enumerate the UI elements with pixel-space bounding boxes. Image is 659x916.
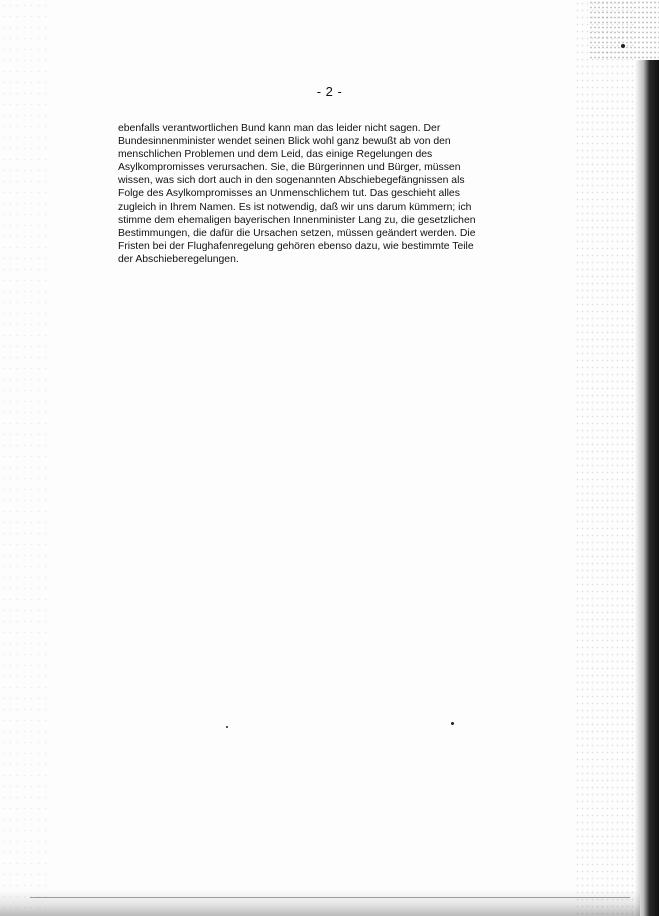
text-line: ebenfalls verantwortlichen Bund kann man das leider nicht sagen. Der [118, 123, 441, 134]
scan-shadow-bottom-edge [0, 890, 640, 916]
scan-noise-right-margin [575, 0, 635, 916]
text-line: stimme dem ehemaligen bayerischen Innenminister Lang zu, die gesetzlichen [118, 214, 476, 226]
scan-speck [451, 722, 454, 725]
scan-noise-left-edge [0, 0, 50, 916]
scan-noise-top-right-corner [589, 0, 659, 60]
text-line: Folge des Asylkompromisses an Unmenschlichem tut. Das geschieht alles [118, 188, 460, 200]
text-line: der Abschieberegelungen. [118, 253, 239, 265]
page-number: - 2 - [316, 84, 343, 99]
text-line: Bundesinnenminister wendet seinen Blick wohl ganz bewußt ab von den [118, 136, 451, 148]
scan-speck [226, 726, 228, 728]
scan-shadow-right-edge [635, 60, 659, 916]
text-line: Fristen bei der Flughafenregelung gehören ebenso dazu, wie bestimmte Teile [118, 240, 474, 252]
text-line: Asylkompromisses verursachen. Sie, die Bürgerinnen und Bürger, müssen [118, 162, 461, 174]
text-line: wissen, was sich dort auch in den sogenannten Abschiebegefängnissen als [118, 175, 465, 187]
text-line: Bestimmungen, die dafür die Ursachen setzen, müssen geändert werden. Die [118, 227, 476, 239]
body-paragraph [118, 122, 518, 266]
text-line: menschlichen Problemen und dem Leid, das einige Regelungen des [118, 149, 433, 161]
scan-bottom-line [30, 897, 630, 898]
text-line: zugleich in Ihrem Namen. Es ist notwendig, daß wir uns darum kümmern; ich [118, 201, 472, 213]
scan-speck [621, 44, 625, 48]
